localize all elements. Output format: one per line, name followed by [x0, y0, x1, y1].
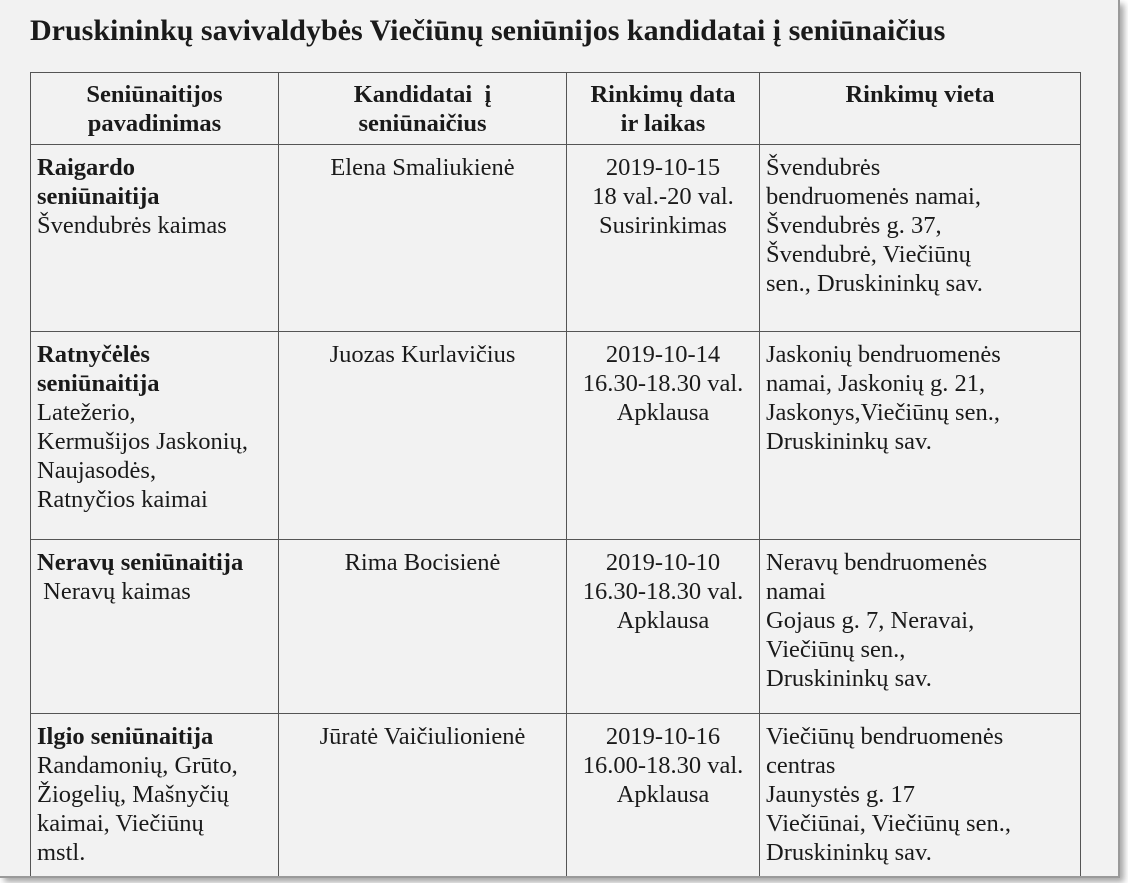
table-row — [31, 332, 1081, 540]
header-candidates — [279, 73, 567, 145]
place-line: Jaskonių bendruomenės — [766, 341, 1001, 368]
place-line: Švendubrės g. 37, — [766, 212, 942, 239]
ward-villages: Neravų kaimas — [37, 578, 191, 605]
date-cell — [567, 714, 760, 879]
header-text: ir laikas — [620, 110, 706, 137]
place-line: Jaunystės g. 17 — [766, 781, 916, 808]
ward-villages: Latežerio, — [37, 399, 136, 426]
document-title: Druskininkų savivaldybės Viečiūnų seniūnijos kandidatai į seniūnaičius — [30, 14, 946, 47]
place-line: namai, Jaskonių g. 21, — [766, 370, 986, 397]
place-line: centras — [766, 752, 836, 779]
ward-title: Neravų seniūnaitija — [37, 549, 244, 576]
election-type: Apklausa — [616, 607, 710, 634]
place-line: Neravų bendruomenės — [766, 549, 988, 576]
place-line: Švendubrė, Viečiūnų — [766, 241, 971, 268]
header-ward-name — [31, 73, 279, 145]
place-line: Druskininkų sav. — [766, 665, 932, 692]
date-cell — [567, 332, 760, 540]
election-time: 16.00-18.30 val. — [582, 752, 744, 779]
place-line: bendruomenės namai, — [766, 183, 981, 210]
ward-title: seniūnaitija — [37, 183, 160, 210]
place-line: Viečiūnai, Viečiūnų sen., — [766, 810, 1011, 837]
election-date: 2019-10-15 — [605, 154, 721, 181]
candidate-cell: Elena Smaliukienė — [279, 145, 567, 332]
ward-villages: kaimai, Viečiūnų — [37, 810, 204, 837]
header-text: seniūnaičius — [358, 110, 487, 137]
election-time: 16.30-18.30 val. — [582, 578, 744, 605]
header-text: Rinkimų data — [590, 81, 736, 108]
table-row — [31, 540, 1081, 714]
place-cell — [760, 332, 1081, 540]
ward-title: Ratnyčėlės — [37, 341, 150, 368]
election-type: Apklausa — [616, 781, 710, 808]
header-text: pavadinimas — [87, 110, 222, 137]
table-row — [31, 714, 1081, 879]
place-line: Viečiūnų sen., — [766, 636, 906, 663]
election-time: 18 val.-20 val. — [592, 183, 734, 210]
place-cell — [760, 145, 1081, 332]
ward-villages: Žiogelių, Mašnyčių — [37, 781, 229, 808]
candidate-cell: Juozas Kurlavičius — [279, 332, 567, 540]
ward-name-cell — [31, 714, 279, 879]
table-row — [31, 145, 1081, 332]
place-line: Druskininkų sav. — [766, 428, 932, 455]
ward-name-cell — [31, 540, 279, 714]
ward-villages: Kermušijos Jaskonių, — [37, 428, 248, 455]
ward-villages: mstl. — [37, 839, 86, 866]
place-line: Gojaus g. 7, Neravai, — [766, 607, 975, 634]
header-text: Kandidatai į — [353, 81, 492, 108]
candidates-table — [30, 72, 1081, 878]
place-cell — [760, 714, 1081, 879]
place-line: Švendubrės — [766, 154, 881, 181]
ward-villages: Naujasodės, — [37, 457, 157, 484]
election-type: Apklausa — [616, 399, 710, 426]
place-line: Jaskonys,Viečiūnų sen., — [766, 399, 1000, 426]
place-line: Druskininkų sav. — [766, 839, 932, 866]
ward-title: Raigardo — [37, 154, 135, 181]
candidate-cell: Jūratė Vaičiulionienė — [279, 714, 567, 879]
ward-villages: Randamonių, Grūto, — [37, 752, 238, 779]
place-line: sen., Druskininkų sav. — [766, 270, 983, 297]
ward-title: seniūnaitija — [37, 370, 160, 397]
header-election-place — [760, 73, 1081, 145]
date-cell — [567, 145, 760, 332]
table-header-row — [31, 73, 1081, 145]
election-type: Susirinkimas — [599, 212, 727, 239]
ward-title: Ilgio seniūnaitija — [37, 723, 214, 750]
date-cell — [567, 540, 760, 714]
place-cell — [760, 540, 1081, 714]
header-text: Seniūnaitijos — [86, 81, 223, 108]
election-date: 2019-10-16 — [605, 723, 721, 750]
election-date: 2019-10-10 — [605, 549, 721, 576]
ward-name-cell — [31, 332, 279, 540]
election-date: 2019-10-14 — [605, 341, 721, 368]
ward-name-cell — [31, 145, 279, 332]
election-time: 16.30-18.30 val. — [582, 370, 744, 397]
header-election-date — [567, 73, 760, 145]
header-text: Rinkimų vieta — [845, 81, 995, 108]
place-line: namai — [766, 578, 826, 605]
ward-villages: Švendubrės kaimas — [37, 212, 227, 239]
candidate-cell: Rima Bocisienė — [279, 540, 567, 714]
place-line: Viečiūnų bendruomenės — [766, 723, 1004, 750]
ward-villages: Ratnyčios kaimai — [37, 486, 208, 513]
